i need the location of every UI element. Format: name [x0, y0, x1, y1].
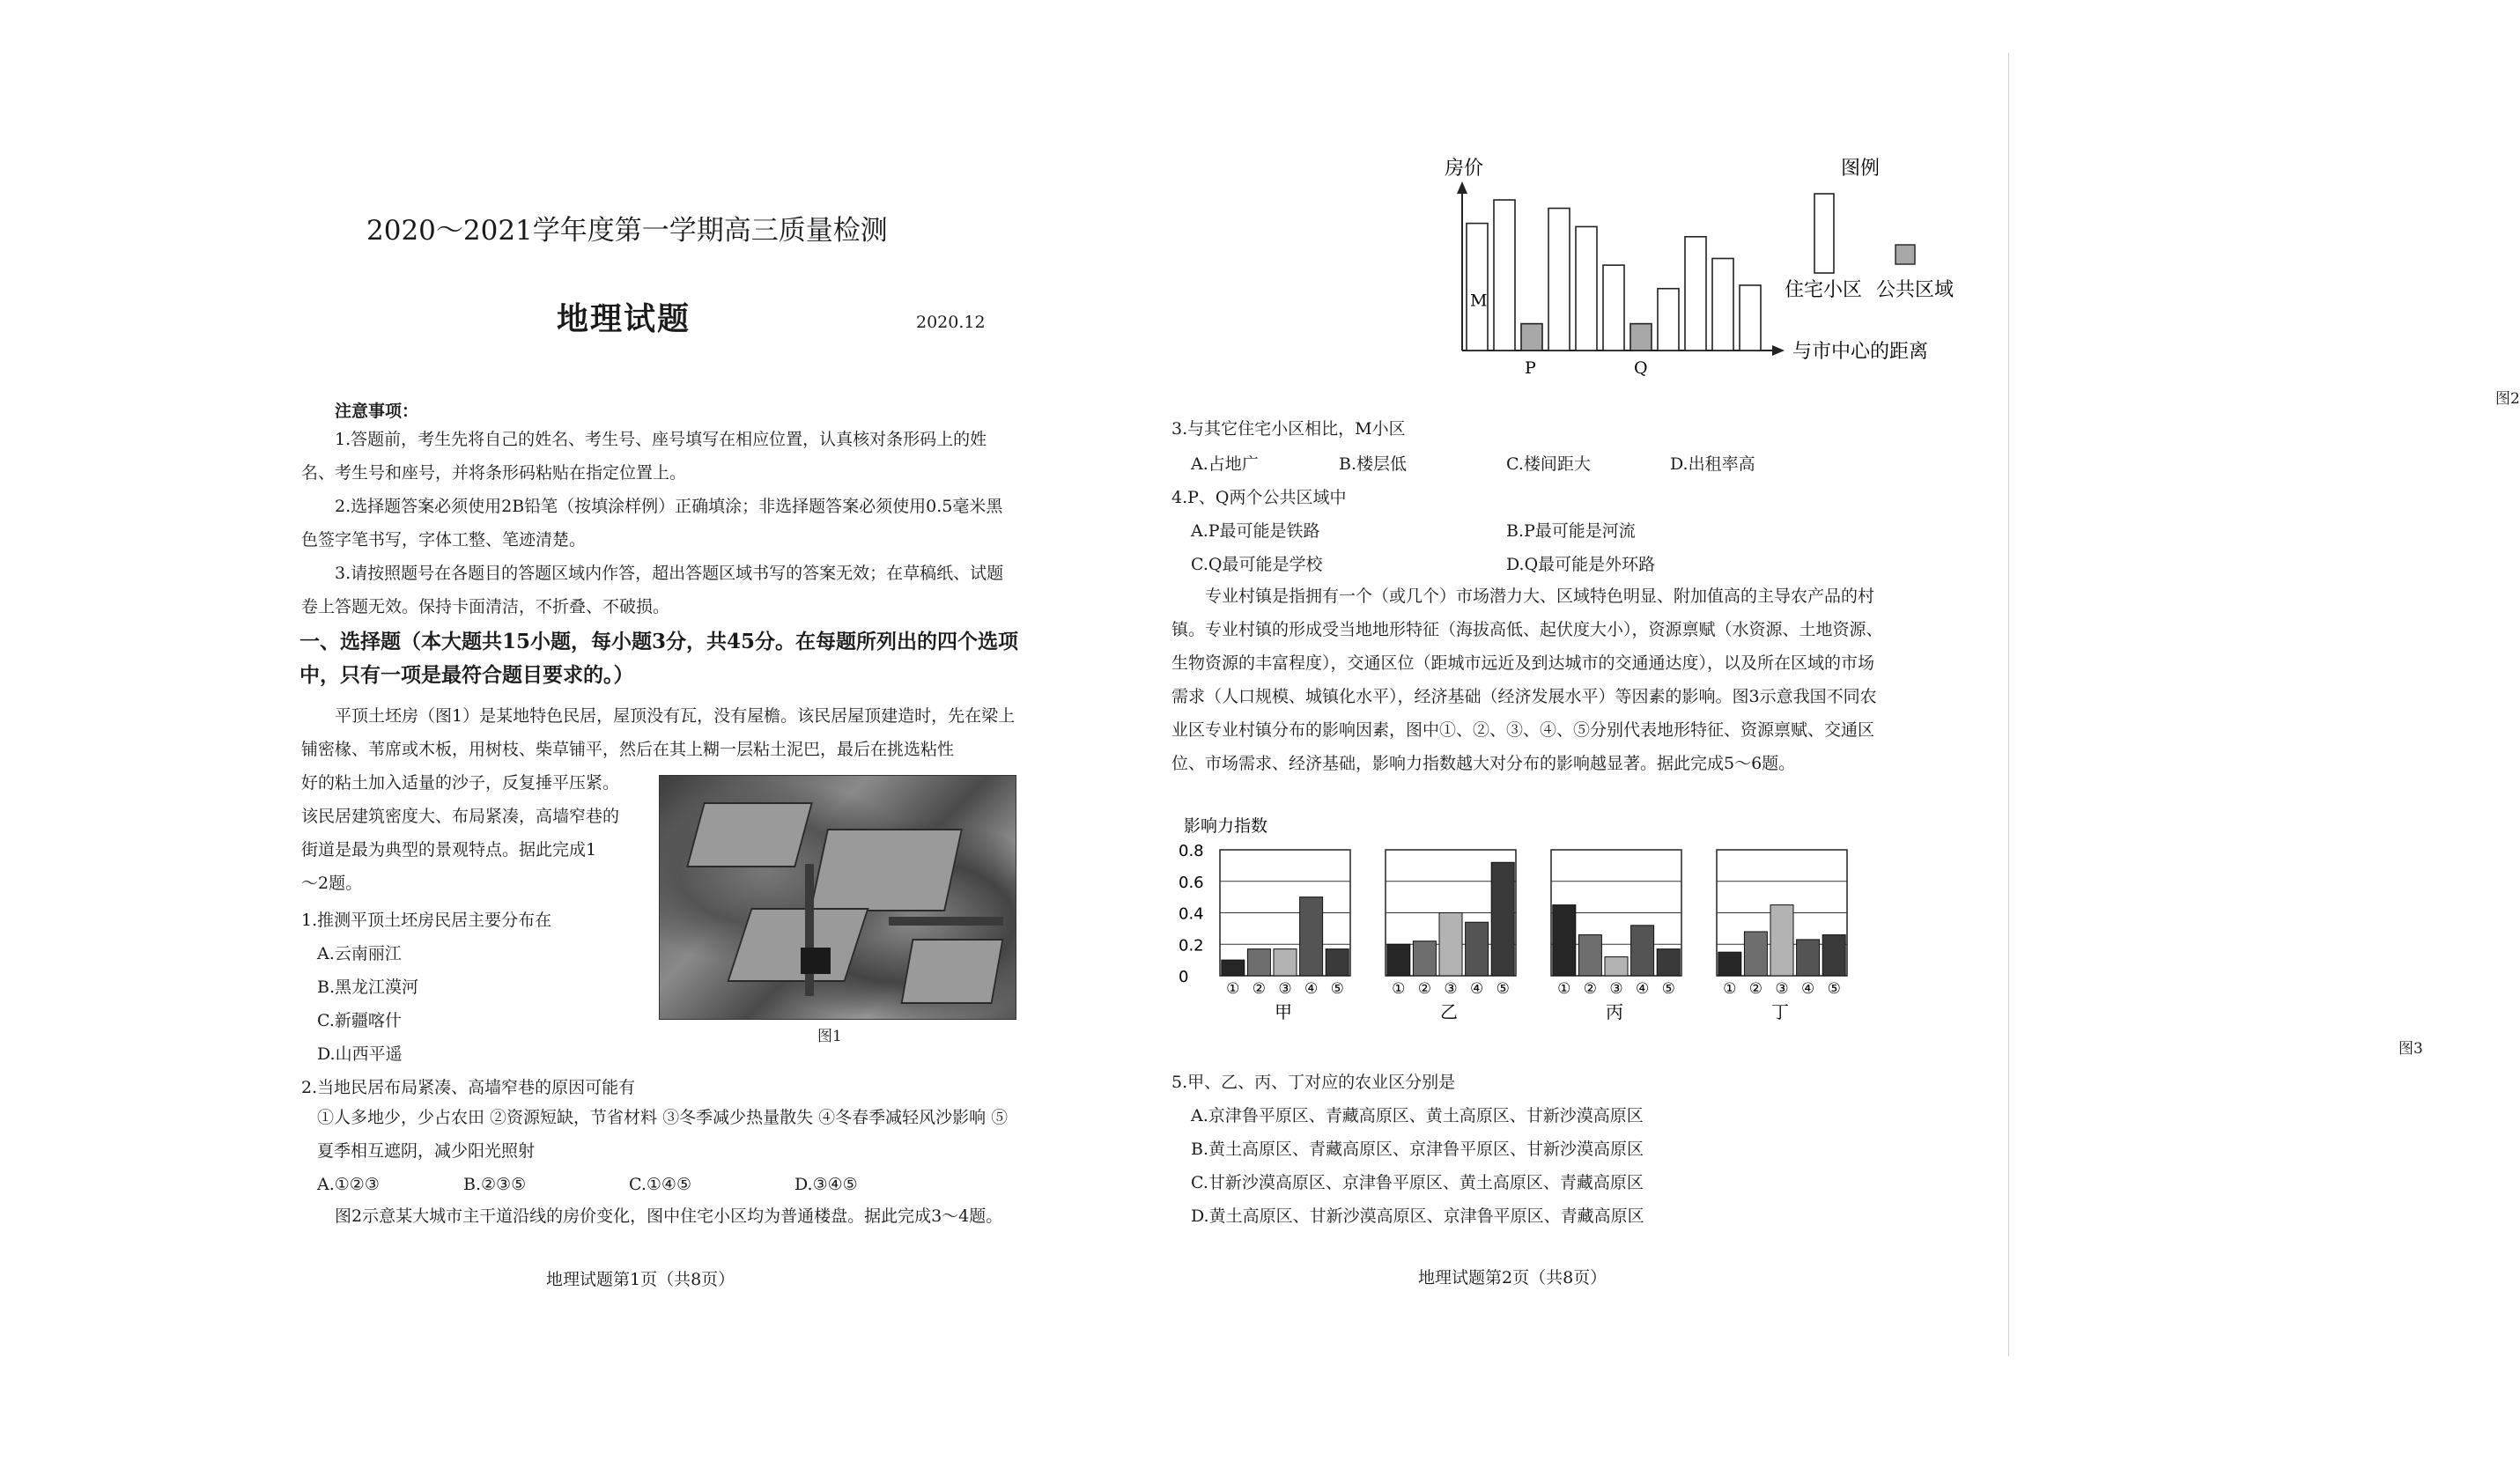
influence-bar: [1387, 944, 1410, 976]
figure-2-caption: 图2: [2495, 390, 2520, 408]
influence-bar: [1222, 960, 1245, 976]
figure-1-photo: [659, 775, 1016, 1020]
influence-bar: [1466, 922, 1489, 976]
influence-bar: [1274, 949, 1297, 976]
question-2: 2.当地民居布局紧凑、高墙窄巷的原因可能有: [301, 1078, 636, 1097]
x-tick-label: ②: [1748, 980, 1763, 998]
x-tick-label: ⑤: [1827, 980, 1841, 998]
influence-bar: [1605, 957, 1628, 976]
public-area-bar: [1630, 324, 1652, 350]
q5-option-c: C.甘新沙漠高原区、京津鲁平原区、黄土高原区、青藏高原区: [1191, 1173, 1644, 1192]
influence-bar: [1822, 935, 1845, 976]
question-3: 3.与其它住宅小区相比，M小区: [1171, 419, 1406, 439]
q2-option-a: A.①②③: [317, 1175, 380, 1194]
x-tick-label: ①: [1557, 980, 1571, 998]
x-tick-label: ④: [1635, 980, 1650, 998]
legend-title: 图例: [1841, 158, 1881, 180]
q4-option-b: B.P最可能是河流: [1506, 521, 1636, 541]
q5-option-d: D.黄土高原区、甘新沙漠高原区、京津鲁平原区、青藏高原区: [1191, 1206, 1644, 1226]
passage-line: ～2题。: [301, 874, 363, 893]
q5-option-a: A.京津鲁平原区、青藏高原区、黄土高原区、甘新沙漠高原区: [1191, 1106, 1644, 1125]
y-tick-label: 0.6: [1179, 873, 1204, 892]
q3-option-b: B.楼层低: [1339, 454, 1408, 474]
y-axis-label: 影响力指数: [1184, 816, 1268, 836]
passage-line: 好的粘土加入适量的沙子，反复捶平压紧。: [301, 773, 620, 793]
figure-3-plot: [1179, 816, 1847, 1022]
notice-heading: 注意事项：: [335, 402, 419, 421]
residential-bar: [1658, 289, 1679, 350]
notice-item: 1.答题前，考生先将自己的姓名、考生号、座号填写在相应位置，认真核对条形码上的姓名、考生号和座号，并将条形码粘贴在指定位置上。: [301, 430, 987, 483]
q4-option-d: D.Q最可能是外环路: [1506, 555, 1656, 574]
x-tick-label: ④: [1800, 980, 1815, 998]
panel-name: 甲: [1275, 1001, 1292, 1022]
x-tick-label: ②: [1417, 980, 1432, 998]
residential-bar: [1494, 200, 1515, 350]
passage-2: 图2示意某大城市主干道沿线的房价变化，图中住宅小区均为普通楼盘。据此完成3～4题。: [335, 1206, 1003, 1226]
x-axis-label: 与市中心的距离: [1792, 341, 1929, 363]
y-tick-label: 0: [1179, 968, 1189, 986]
passage-line: 该民居建筑密度大、布局紧凑，高墙窄巷的: [301, 807, 620, 826]
y-axis-label: 房价: [1445, 158, 1484, 180]
x-tick-label: ③: [1609, 980, 1623, 998]
residential-bar: [1548, 209, 1570, 351]
passage-line: 街道是最为典型的景观特点。据此完成1: [301, 840, 597, 860]
y-tick-label: 0.8: [1179, 842, 1204, 860]
q5-option-b: B.黄土高原区、青藏高原区、京津鲁平原区、甘新沙漠高原区: [1191, 1140, 1644, 1159]
influence-bar: [1300, 897, 1323, 976]
x-tick-label: ①: [1226, 980, 1240, 998]
q2-option-c: C.①④⑤: [629, 1175, 691, 1194]
x-tick-label: ③: [1444, 980, 1458, 998]
x-tick-label: ⑤: [1330, 980, 1344, 998]
figure-2-plot: [1445, 158, 1954, 378]
q2-option-d: D.③④⑤: [794, 1175, 858, 1194]
question-5: 5.甲、乙、丙、丁对应的农业区分别是: [1171, 1073, 1456, 1092]
panel-name: 丙: [1606, 1001, 1623, 1022]
figure-1-caption: 图1: [817, 1028, 842, 1045]
q3-option-d: D.出租率高: [1670, 454, 1755, 474]
panel-name: 乙: [1440, 1001, 1458, 1022]
x-tick-label: ③: [1775, 980, 1789, 998]
legend-public-swatch: [1896, 245, 1915, 264]
panel-name: 丁: [1771, 1001, 1789, 1022]
question-4: 4.P、Q两个公共区域中: [1171, 488, 1347, 507]
x-tick-label: ④: [1469, 980, 1484, 998]
influence-bar: [1657, 949, 1680, 976]
exam-subtitle: 地理试题: [557, 300, 691, 337]
x-tick-label: ④: [1304, 980, 1319, 998]
x-tick-label: ⑤: [1661, 980, 1675, 998]
influence-bar: [1553, 905, 1576, 976]
residential-bar: [1576, 226, 1597, 350]
page-footer: 地理试题第1页（共8页）: [546, 1270, 735, 1289]
influence-bar: [1744, 932, 1767, 976]
public-area-bar: [1521, 324, 1542, 350]
influence-bar: [1631, 926, 1654, 976]
influence-bar: [1491, 862, 1514, 976]
influence-bar: [1413, 941, 1436, 976]
section-heading: 一、选择题（本大题共15小题，每小题3分，共45分。在每题所列出的四个选项中，只有一项是最符合题目要求的。）: [299, 630, 1019, 687]
bar-label: P: [1525, 358, 1536, 378]
bar-label: Q: [1634, 358, 1648, 378]
x-tick-label: ②: [1252, 980, 1267, 998]
notice-block: [301, 423, 1016, 623]
legend-residential-swatch: [1814, 194, 1834, 273]
influence-bar: [1797, 940, 1820, 976]
q1-option-b: B.黑龙江漠河: [317, 978, 419, 997]
residential-bar: [1603, 265, 1624, 350]
exam-date: 2020.12: [916, 313, 986, 332]
residential-bar: [1467, 224, 1488, 350]
question-1: 1.推测平顶土坯房民居主要分布在: [301, 911, 552, 930]
influence-bar: [1718, 952, 1741, 976]
legend-label: 住宅小区: [1785, 279, 1863, 301]
q4-option-c: C.Q最可能是学校: [1191, 555, 1323, 574]
q1-option-a: A.云南丽江: [317, 944, 402, 963]
influence-bar: [1770, 905, 1793, 976]
right-page: [1048, 0, 2520, 1483]
figure-3-chart: [1171, 810, 1929, 1039]
x-tick-label: ⑤: [1496, 980, 1510, 998]
q3-option-a: A.占地广: [1191, 454, 1259, 474]
y-tick-label: 0.4: [1179, 904, 1204, 924]
notice-item: 3.请按照题号在各题目的答题区域内作答，超出答题区域书写的答案无效；在草稿纸、试题卷上答题无效。保持卡面清洁，不折叠、不破损。: [301, 564, 1004, 616]
x-tick-label: ①: [1392, 980, 1406, 998]
passage-3: 专业村镇是指拥有一个（或几个）市场潜力大、区域特色明显、附加值高的主导农产品的村镇。专业村镇的形成受当地地形特征（海拔高低、起伏度大小），资源禀赋（水资源、土地资源、生物资源的丰富程度），交通区位（距城市远近及到达城市的交通通达度），以及所在区域的市场需求（人口规模、城镇化水平），经济基础（经济发展水平）等因素的影响。图3示意我国不同农业区专业村镇分布的影响因素，图中①、②、③、④、⑤分别代表地形特征、资源禀赋、交通区位、市场需求、经济基础，影响力指数越大对分布的影响越显著。据此完成5～6题。: [1171, 587, 1883, 773]
q2-option-b: B.②③⑤: [463, 1175, 527, 1194]
q1-option-d: D.山西平遥: [317, 1044, 403, 1064]
legend-label: 公共区域: [1876, 279, 1955, 301]
exam-title: 2020～2021学年度第一学期高三质量检测: [366, 215, 888, 247]
page-edge-line: [2008, 53, 2009, 1356]
left-page: [0, 0, 1048, 1483]
residential-bar: [1740, 285, 1761, 350]
residential-bar: [1712, 259, 1733, 351]
x-tick-label: ②: [1583, 980, 1598, 998]
passage-1: 平顶土坯房（图1）是某地特色民居，屋顶没有瓦，没有屋檐。该民居屋顶建造时，先在梁上铺密椽、苇席或木板，用树枝、柴草铺平，然后在其上糊一层粘土泥巴，最后在挑选粘性: [301, 706, 1016, 759]
x-tick-label: ①: [1723, 980, 1737, 998]
notice-item: 2.选择题答案必须使用2B铅笔（按填涂样例）正确填涂；非选择题答案必须使用0.5毫米黑色签字笔书写，字体工整、笔迹清楚。: [301, 497, 1003, 550]
q2-items: ①人多地少，少占农田 ②资源短缺，节省材料 ③冬季减少热量散失 ④冬春季减轻风沙影响 ⑤夏季相互遮阴，减少阳光照射: [317, 1108, 1009, 1161]
x-axis-arrow: [1772, 345, 1785, 356]
y-axis-arrow: [1457, 181, 1467, 194]
passage-1-continued: [301, 766, 654, 900]
y-tick-label: 0.2: [1179, 936, 1204, 955]
q4-option-a: A.P最可能是铁路: [1191, 521, 1320, 541]
q1-option-c: C.新疆喀什: [317, 1011, 402, 1030]
influence-bar: [1578, 935, 1601, 976]
bar-label: M: [1470, 291, 1488, 311]
x-tick-label: ③: [1278, 980, 1292, 998]
residential-bar: [1685, 237, 1706, 350]
figure-3-caption: 图3: [2398, 1040, 2423, 1058]
page-footer: 地理试题第2页（共8页）: [1418, 1268, 1607, 1287]
figure-2-chart: [1260, 141, 1964, 405]
q3-option-c: C.楼间距大: [1506, 454, 1591, 474]
influence-bar: [1247, 949, 1270, 976]
influence-bar: [1439, 913, 1462, 977]
influence-bar: [1326, 949, 1349, 976]
